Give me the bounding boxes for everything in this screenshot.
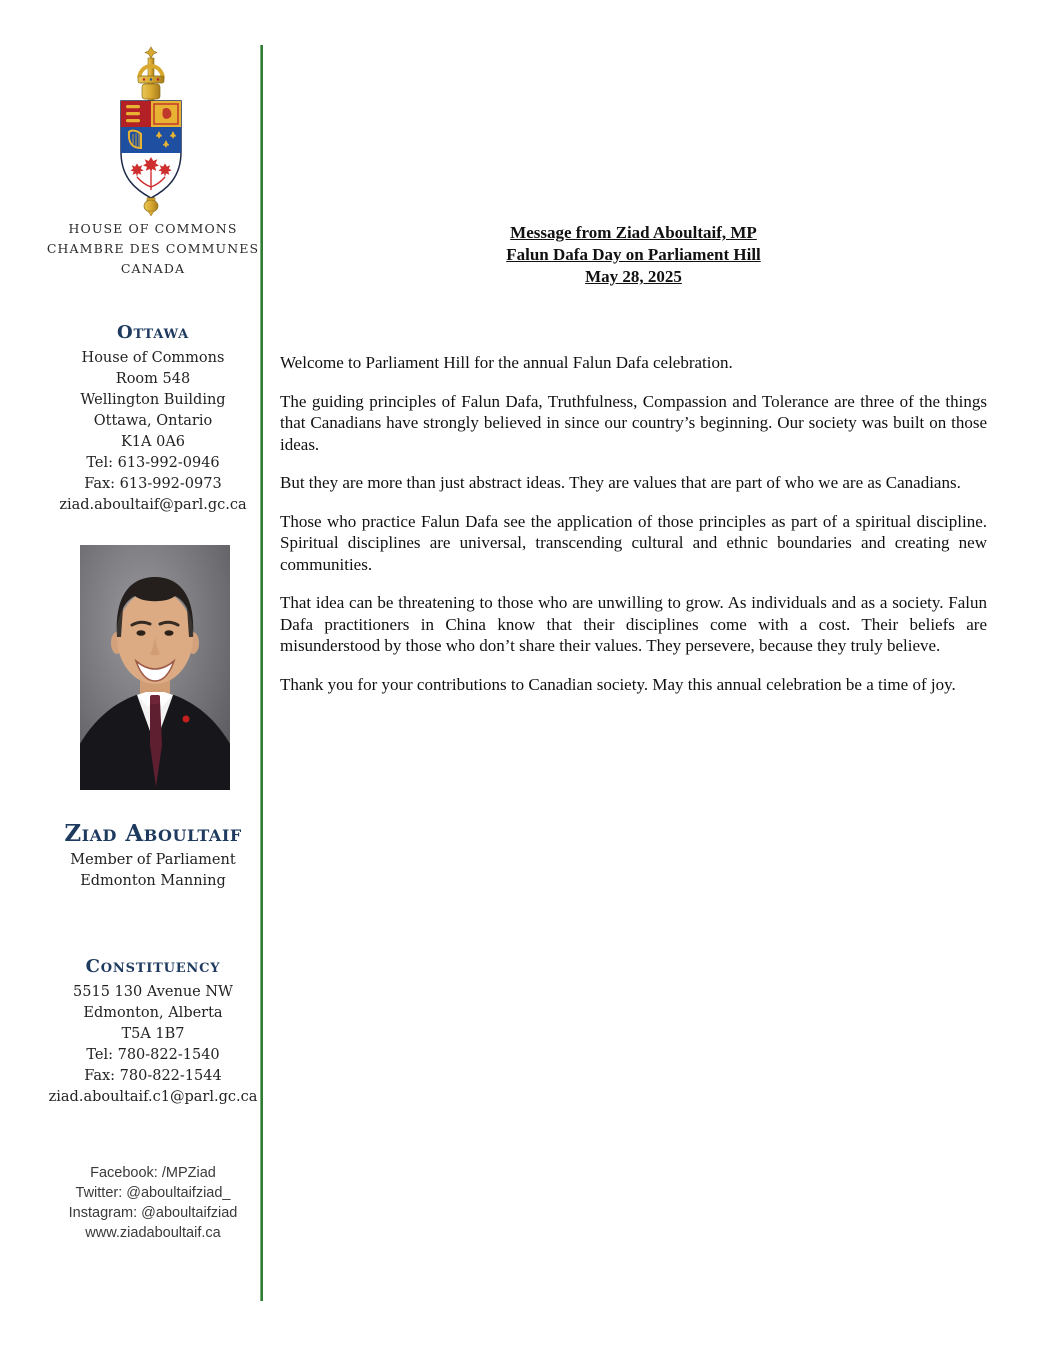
message-paragraph: Welcome to Parliament Hill for the annual Falun Dafa celebration.	[280, 353, 733, 372]
mp-identity-block	[25, 820, 281, 892]
message-paragraph: That idea can be threatening to those who are unwilling to grow. As individuals and as a society. Falun Dafa practitioners in China know that their disciplines come with a cost. Their beliefs are misunderstood by those who don’t share their values. They persevere, because they truly believe.	[280, 593, 987, 655]
ottawa-address-block	[40, 322, 266, 516]
constituency-phone: Tel: 780-822-1540	[86, 1047, 220, 1063]
ottawa-fax: Fax: 613-992-0973	[84, 476, 222, 492]
org-line-english: HOUSE OF COMMONS	[68, 221, 238, 236]
mp-riding: Edmonton Manning	[80, 873, 226, 889]
message-title	[280, 222, 987, 288]
mp-name: Ziad Aboultaif	[64, 820, 242, 847]
website-url: www.ziadaboultaif.ca	[85, 1225, 221, 1241]
message-paragraph: The guiding principles of Falun Dafa, Truthfulness, Compassion and Tolerance are three of the things that Canadians have strongly believed in since our country’s beginning. Our society was built on those ideas.	[280, 391, 987, 454]
constituency-heading: Constituency	[85, 956, 221, 977]
ottawa-address-line: Ottawa, Ontario	[93, 413, 213, 429]
ottawa-address-line: House of Commons	[81, 350, 225, 366]
message-paragraph: Thank you for your contributions to Canadian society. May this annual celebration be a time of joy.	[280, 674, 956, 694]
constituency-address-line: 5515 130 Avenue NW	[73, 984, 233, 1000]
constituency-email: ziad.aboultaif.c1@parl.gc.ca	[48, 1089, 258, 1105]
message-title-line: Message from Ziad Aboultaif, MP	[510, 223, 757, 242]
twitter-handle: Twitter: @aboultaifziad_	[75, 1185, 231, 1201]
constituency-fax: Fax: 780-822-1544	[84, 1068, 222, 1084]
org-line-french: CHAMBRE DES COMMUNES	[46, 241, 260, 256]
constituency-address-line: Edmonton, Alberta	[83, 1005, 223, 1021]
ottawa-address-line: Room 548	[115, 371, 191, 387]
facebook-handle: Facebook: /MPZiad	[90, 1165, 216, 1181]
message-paragraph: Those who practice Falun Dafa see the application of those principles as part of a spiritual discipline. Spiritual disciplines are universal, transcending cultural and ethnic boundaries and creating new communities.	[280, 511, 987, 574]
constituency-address-line: T5A 1B7	[121, 1026, 185, 1042]
ottawa-heading: Ottawa	[117, 322, 189, 343]
mp-portrait-photo	[80, 545, 230, 790]
message-paragraph: But they are more than just abstract ideas. They are values that are part of who we are as Canadians.	[280, 473, 961, 492]
instagram-handle: Instagram: @aboultaifziad	[68, 1205, 238, 1221]
ottawa-email: ziad.aboultaif@parl.gc.ca	[59, 497, 247, 513]
sidebar-divider-line	[260, 45, 263, 1301]
constituency-address-block	[38, 956, 268, 1108]
message-title-date: May 28, 2025	[585, 267, 682, 286]
ottawa-address-line: K1A 0A6	[120, 434, 186, 450]
mp-role: Member of Parliament	[70, 852, 236, 868]
org-line-country: CANADA	[120, 261, 186, 276]
ottawa-phone: Tel: 613-992-0946	[86, 455, 220, 471]
org-name-block	[40, 219, 266, 279]
house-of-commons-crest-icon	[113, 46, 189, 216]
portrait-illustration	[80, 545, 230, 790]
ottawa-address-line: Wellington Building	[80, 392, 226, 408]
message-body	[280, 222, 987, 712]
coat-of-arms-icon	[113, 46, 189, 216]
message-title-line: Falun Dafa Day on Parliament Hill	[506, 245, 761, 264]
social-media-block	[40, 1163, 266, 1243]
